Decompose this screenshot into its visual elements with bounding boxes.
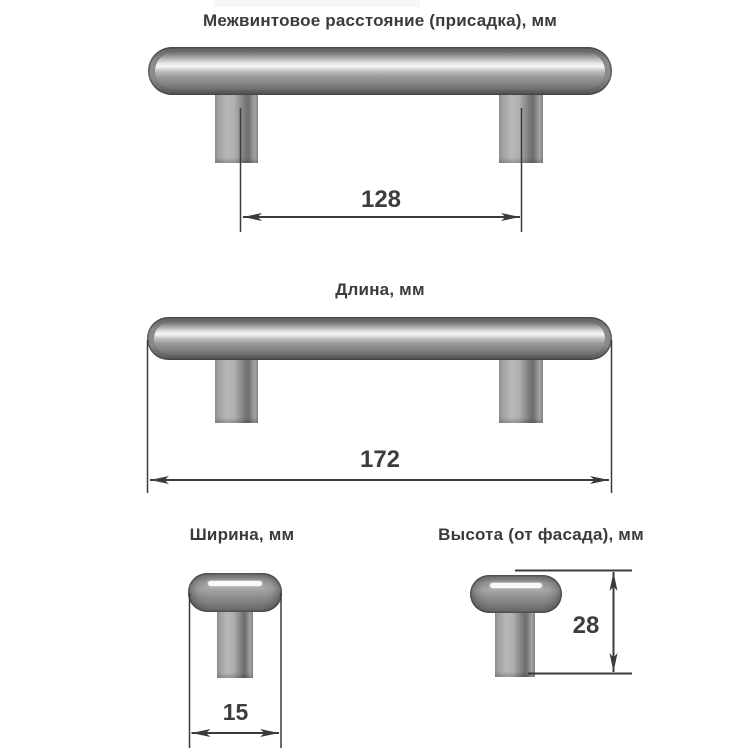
handle-cap-end-view-width xyxy=(188,573,282,612)
handle-leg-right-1 xyxy=(499,93,543,163)
handle-bar-front-view-1 xyxy=(148,47,612,95)
dimension-value-width: 15 xyxy=(222,699,249,725)
handle-bar-highlight xyxy=(154,322,605,355)
handle-leg-end-view-height xyxy=(495,612,535,677)
handle-leg-right-2 xyxy=(499,358,543,423)
handle-leg-left-2 xyxy=(215,358,258,423)
figure-title-length: Длина, мм xyxy=(335,280,425,299)
cropped-artifact-bar xyxy=(214,0,420,7)
handle-bar-highlight xyxy=(155,52,605,90)
figure-title-width: Ширина, мм xyxy=(189,525,295,544)
cap-highlight xyxy=(208,581,262,586)
dimension-value-length: 172 xyxy=(359,446,401,473)
dimension-value-height: 28 xyxy=(572,612,600,639)
cap-highlight xyxy=(490,583,542,588)
handle-leg-end-view-width xyxy=(217,610,253,678)
dimension-value-screw-distance: 128 xyxy=(360,186,402,213)
handle-leg-left-1 xyxy=(215,93,258,163)
handle-cap-end-view-height xyxy=(470,575,562,613)
handle-bar-front-view-2 xyxy=(147,317,612,360)
figure-title-height: Высота (от фасада), мм xyxy=(438,525,644,544)
figure-title-screw-distance: Межвинтовое расстояние (присадка), мм xyxy=(202,11,557,30)
